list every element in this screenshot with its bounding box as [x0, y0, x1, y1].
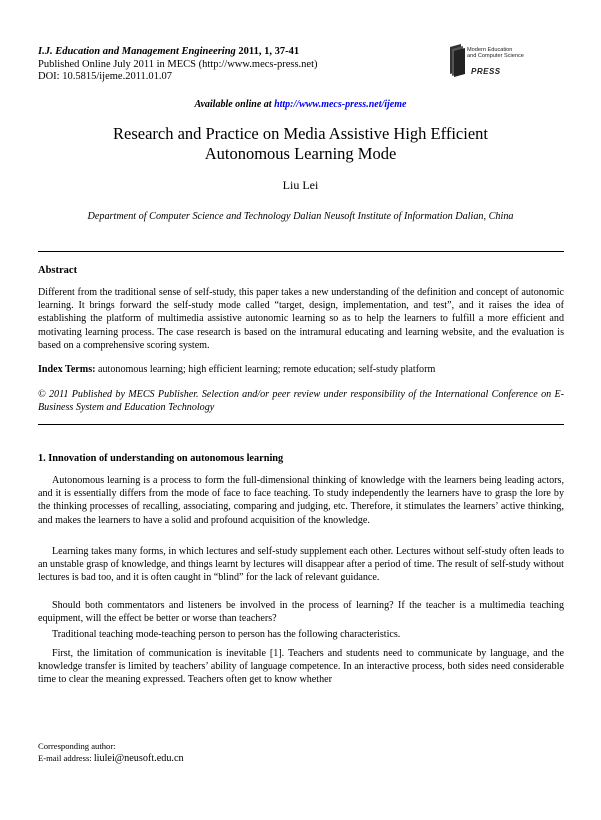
index-terms [38, 363, 564, 376]
abstract-text: Different from the traditional sense of self-study, this paper takes a new understanding of the definition and concept of autonomic learning. It brings forward the self-study mode called “target, design, implementation, and test”, and it raises the idea of establishing the platform of multimedia assistive autonomic learning so as to help the learners to fulfill a more efficient and motivating learning process. The case research is based on the intramural educating and learning website, and the evaluation is based on a comprehensive scoring system. [38, 287, 564, 351]
body-paragraph: Traditional teaching mode-teaching person to person has the following characteristics. [52, 629, 401, 640]
author-name: Liu Lei [282, 178, 319, 192]
abstract-heading: Abstract [38, 265, 78, 276]
publisher-logo [447, 43, 547, 83]
divider-bottom [38, 424, 564, 425]
doi-line: DOI: 10.5815/ijeme.2011.01.07 [38, 71, 173, 83]
body-paragraph: Autonomous learning is a process to form the full-dimensional thinking of knowledge with the learners being leading actors, and it is essentially differs from the mode of face to face teaching. To study independently the learners have to grasp the lore by the thinking processes of recalling, associating, comparing and judging, etc. Therefore, it stimulates the learners’ active thinking, and makes the learners to have a solid and profound acquisition of the knowledge. [38, 475, 564, 526]
index-terms-values: autonomous learning; high efficient learning; remote education; self-study platform [95, 364, 436, 375]
journal-citation [38, 46, 318, 59]
logo-line1: Modern Education [467, 47, 513, 53]
logo-line2: and Computer Science [467, 53, 524, 60]
journal-name: I.J. Education and Management Engineering [38, 46, 236, 57]
paper-title [50, 124, 551, 164]
body-paragraph: Should both commentators and listeners be involved in the process of learning? If the teacher is a multimedia teaching equipment, will the effect be better or worse than teachers? [38, 600, 564, 625]
volume-info: 2011, 1, 37-41 [235, 46, 300, 57]
title-line1: Research and Practice on Media Assistive High Efficient [113, 124, 488, 143]
journal-header [38, 46, 318, 84]
section-heading: 1. Innovation of understanding on autonomous learning [38, 453, 284, 464]
divider-top [38, 251, 564, 252]
logo-text [467, 47, 524, 59]
footnote-email-line [38, 752, 184, 765]
copyright-notice: © 2011 Published by MECS Publisher. Selection and/or peer review under responsibility of the International Conference on E-Business System and Education Technology [38, 389, 564, 414]
affiliation: Department of Computer Science and Technology Dalian Neusoft Institute of Information Dalian, China [87, 211, 514, 222]
footnote [38, 740, 184, 765]
journal-link[interactable]: http://www.mecs-press.net/ijeme [274, 99, 407, 110]
logo-press: PRESS [471, 67, 501, 76]
email-address[interactable]: liulei@neusoft.edu.cn [93, 753, 184, 764]
index-terms-label: Index Terms: [38, 364, 96, 375]
footnote-label: Corresponding author: [38, 741, 116, 751]
body-paragraph: First, the limitation of communication is inevitable [1]. Teachers and students need to communicate by language, and the knowledge transfer is limited by teachers’ ability of language competence. In an interactive process, both sides need considerable time to clear the meaning expressed. Teachers often get to know whether [38, 648, 564, 686]
email-label: E-mail address: [38, 753, 94, 763]
title-line2: Autonomous Learning Mode [204, 144, 397, 163]
published-line: Published Online July 2011 in MECS (http://www.mecs-press.net) [38, 58, 318, 70]
available-online [0, 99, 601, 110]
available-prefix: Available online at [194, 99, 275, 110]
book-icon [447, 43, 469, 77]
body-paragraph: Learning takes many forms, in which lectures and self-study supplement each other. Lectures without self-study often leads to an unstable grasp of knowledge, and things learnt by lectures will disappear after a period of time. The result of self-study without lectures is bad too, and it is often caught in “blind” for the lack of relevant guidance. [38, 546, 564, 584]
